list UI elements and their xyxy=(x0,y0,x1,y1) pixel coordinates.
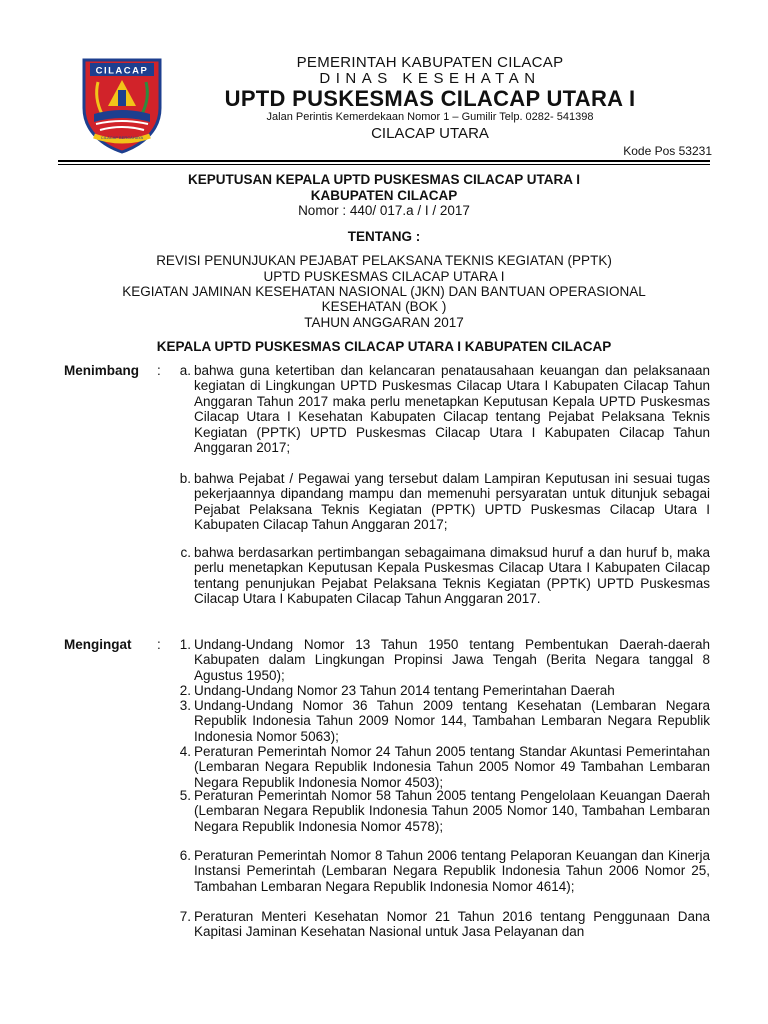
logo-text: CILACAP xyxy=(95,65,149,77)
item-text: Peraturan Menteri Kesehatan Nomor 21 Tahun 2016 tentang Penggunaan Dana Kapitasi Jaminan Kesehatan Nasional untuk Jasa Pelayanan dan xyxy=(194,909,710,940)
item-marker: 3. xyxy=(179,698,191,713)
item-marker: 6. xyxy=(179,848,191,863)
item-text: Peraturan Pemerintah Nomor 24 Tahun 2005 tentang Standar Akuntasi Pemerintahan (Lembaran Negara Republik Indonesia Tahun 2005 Nomor 49 Tambahan Lembaran Negara Republik Indonesia Nomor 4503); xyxy=(194,744,710,790)
letterhead-city: CILACAP UTARA xyxy=(371,125,489,142)
item-text: Undang-Undang Nomor 36 Tahun 2009 tentang Kesehatan (Lembaran Negara Republik Indonesia Tahun 2009 Nomor 144, Tambahan Lembaran Negara Republik Indonesia Nomor 5063); xyxy=(194,698,710,744)
item-marker: 7. xyxy=(179,909,191,924)
decree-subject-line: REVISI PENUNJUKAN PEJABAT PELAKSANA TEKNIS KEGIATAN (PPTK) xyxy=(156,253,612,268)
logo-motto: CILACAP BERCAHAYA xyxy=(100,135,144,140)
menimbang-item xyxy=(165,363,710,455)
decree-about-label: TENTANG : xyxy=(347,229,421,244)
item-text: Undang-Undang Nomor 13 Tahun 1950 tentang Pembentukan Daerah-daerah Kabupaten dalam Lingkungan Propinsi Jawa Tengah (Berita Negara tanggal 8 Agustus 1950); xyxy=(194,637,710,683)
mengingat-item xyxy=(165,698,710,744)
item-marker: b. xyxy=(179,471,191,486)
mengingat-item xyxy=(165,744,710,790)
mengingat-item xyxy=(165,909,710,940)
letterhead-department: DINAS KESEHATAN xyxy=(319,70,541,87)
decree-subject-line: TAHUN ANGGARAN 2017 xyxy=(304,315,464,330)
item-text: bahwa berdasarkan pertimbangan sebagaimana dimaksud huruf a dan huruf b, maka perlu menetapkan Keputusan Kepala Puskesmas Cilacap Utara I Kabupaten Cilacap tentang penunjukan Pejabat Pelaksana Teknis Kegiatan (PPTK) UPTD Puskesmas Cilacap Utara I Kabupaten Cilacap Tahun Anggaran 2017. xyxy=(194,545,710,607)
letterhead-institution: UPTD PUSKESMAS CILACAP UTARA I xyxy=(224,86,636,111)
mengingat-item xyxy=(165,637,710,683)
mengingat-item xyxy=(165,848,710,894)
item-marker: 1. xyxy=(179,637,191,652)
menimbang-item xyxy=(165,545,710,607)
decree-title-regency: KABUPATEN CILACAP xyxy=(310,188,458,203)
menimbang-item xyxy=(165,471,710,533)
item-text: bahwa guna ketertiban dan kelancaran penatausahaan keuangan dan pelaksanaan kegiatan di Lingkungan UPTD Puskesmas Cilacap Utara I Kabupaten Cilacap Tahun Anggaran Tahun 2017 maka perlu menetapkan Keputusan Kepala UPTD Puskesmas Cilacap Utara I Kesehatan Kabupaten Cilacap tentang Pejabat Pelaksana Teknis Kegiatan (PPTK) UPTD Puskesmas Cilacap Utara I Kabupaten Cilacap Tahun Anggaran 2017; xyxy=(194,363,710,456)
mengingat-item xyxy=(165,683,710,698)
letterhead-rule-thick xyxy=(58,160,710,162)
decree-number: Nomor : 440/ 017.a / I / 2017 xyxy=(298,203,470,218)
menimbang-colon: : xyxy=(157,363,161,378)
letterhead-postal-code: Kode Pos 53231 xyxy=(623,144,712,158)
item-text: Peraturan Pemerintah Nomor 8 Tahun 2006 tentang Pelaporan Keuangan dan Kinerja Instansi Pemerintah (Lembaran Negara Republik Indonesia Tahun 2006 Nomor 25, Tambahan Lembaran Negara Republik Indonesia Nomor 4614); xyxy=(194,848,710,894)
item-marker: 5. xyxy=(179,788,191,803)
letterhead-government: PEMERINTAH KABUPATEN CILACAP xyxy=(296,54,564,71)
item-text: Peraturan Pemerintah Nomor 58 Tahun 2005 tentang Pengelolaan Keuangan Daerah (Lembaran Negara Republik Indonesia Tahun 2005 Nomor 140, Tambahan Lembaran Negara Republik Indonesia Nomor 4578); xyxy=(194,788,710,834)
item-marker: c. xyxy=(180,545,191,560)
item-marker: a. xyxy=(179,363,191,378)
decree-subject-line: KEGIATAN JAMINAN KESEHATAN NASIONAL (JKN) DAN BANTUAN OPERASIONAL xyxy=(122,284,646,299)
item-text: bahwa Pejabat / Pegawai yang tersebut dalam Lampiran Keputusan ini sesuai tugas pekerjaannya dipandang mampu dan memenuhi persyaratan untuk ditunjuk sebagai Pejabat Pelaksana Teknis Kegiatan (PPTK) UPTD Puskesmas Cilacap Utara I Kabupaten Cilacap Tahun Anggaran 2017; xyxy=(194,471,710,533)
item-marker: 2. xyxy=(179,683,191,698)
letterhead-address: Jalan Perintis Kemerdekaan Nomor 1 – Gumilir Telp. 0282- 541398 xyxy=(266,111,594,123)
item-text: Undang-Undang Nomor 23 Tahun 2014 tentang Pemerintahan Daerah xyxy=(194,683,615,698)
cilacap-regency-logo xyxy=(80,56,164,154)
mengingat-item xyxy=(165,788,710,834)
menimbang-label: Menimbang xyxy=(64,363,140,378)
letterhead-rule-thin xyxy=(58,164,710,165)
decree-title: KEPUTUSAN KEPALA UPTD PUSKESMAS CILACAP UTARA I xyxy=(187,172,581,187)
mengingat-label: Mengingat xyxy=(64,637,132,652)
item-marker: 4. xyxy=(179,744,191,759)
decree-issuer: KEPALA UPTD PUSKESMAS CILACAP UTARA I KABUPATEN CILACAP xyxy=(156,339,612,354)
decree-subject-line: KESEHATAN (BOK ) xyxy=(321,299,447,314)
mengingat-colon: : xyxy=(157,637,161,652)
decree-subject-line: UPTD PUSKESMAS CILACAP UTARA I xyxy=(263,269,505,284)
